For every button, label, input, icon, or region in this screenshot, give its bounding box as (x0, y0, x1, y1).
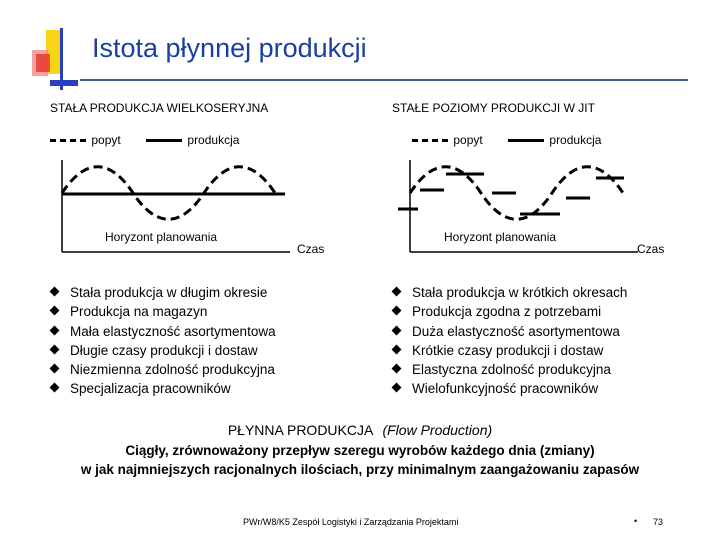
right-demand-curve (410, 167, 623, 220)
list-item: Krótkie czasy produkcji i dostaw (392, 341, 627, 360)
left-legend-production: produkcja (187, 133, 240, 147)
list-item: Długie czasy produkcji i dostaw (50, 341, 276, 360)
diamond-bullet-icon (50, 306, 60, 316)
diamond-bullet-icon (50, 364, 60, 374)
list-item: Wielofunkcyjność pracowników (392, 379, 627, 398)
summary-heading (0, 422, 720, 438)
right-heading: STAŁE POZIOMY PRODUKCJI W JIT (392, 101, 595, 115)
diamond-bullet-icon (392, 364, 402, 374)
summary-line-2: w jak najmniejszych racjonalnych ilościach, przy minimalnym zaangażowaniu zapasów (80, 462, 640, 477)
diamond-bullet-icon (392, 344, 402, 354)
right-time-label: Czas (637, 242, 665, 256)
diamond-bullet-icon (392, 306, 402, 316)
list-item: Elastyczna zdolność produkcyjna (392, 360, 627, 379)
list-item: Produkcja na magazyn (50, 302, 276, 321)
summary-label-en: (Flow Production) (382, 422, 493, 438)
diamond-bullet-icon (50, 325, 60, 335)
dashed-line-icon (412, 139, 448, 142)
dashed-line-icon (50, 139, 86, 142)
solid-line-icon (146, 139, 182, 142)
list-item: Niezmienna zdolność produkcyjna (50, 360, 276, 379)
logo-icon (28, 28, 78, 90)
diamond-bullet-icon (392, 383, 402, 393)
right-legend-production: produkcja (549, 133, 602, 147)
page-number: 73 (653, 517, 664, 527)
list-item: Mała elastyczność asortymentowa (50, 322, 276, 341)
list-item: Stała produkcja w krótkich okresach (392, 283, 627, 302)
left-bullet-list (50, 283, 276, 399)
left-legend (50, 133, 239, 147)
list-item: Stała produkcja w długim okresie (50, 283, 276, 302)
diamond-bullet-icon (50, 287, 60, 297)
left-legend-demand: popyt (91, 133, 121, 147)
diamond-bullet-icon (50, 383, 60, 393)
right-legend-demand: popyt (453, 133, 483, 147)
summary-label: PŁYNNA PRODUKCJA (227, 422, 373, 438)
list-item: Duża elastyczność asortymentowa (392, 322, 627, 341)
right-graph (388, 160, 668, 260)
footer-text: PWr/W8/K5 Zespół Logistyki i Zarządzania Projektami (243, 517, 459, 527)
list-item: Produkcja zgodna z potrzebami (392, 302, 627, 321)
left-horizon-label: Horyzont planowania (105, 230, 218, 244)
list-item: Specjalizacja pracowników (50, 379, 276, 398)
diamond-bullet-icon (50, 344, 60, 354)
right-horizon-label: Horyzont planowania (444, 230, 557, 244)
title-divider (80, 79, 688, 81)
footer-bullet: • (634, 516, 638, 526)
diamond-bullet-icon (392, 287, 402, 297)
left-time-label: Czas (297, 242, 325, 256)
page-title: Istota płynnej produkcji (92, 33, 367, 63)
diamond-bullet-icon (392, 325, 402, 335)
left-graph (40, 160, 300, 260)
summary-line-1: Ciągły, zrównoważony przepływ szeregu wyrobów każdego dnia (zmiany) (125, 443, 595, 458)
right-bullet-list (392, 283, 627, 399)
solid-line-icon (508, 139, 544, 142)
left-heading: STAŁA PRODUKCJA WIELKOSERYJNA (50, 101, 269, 115)
right-legend (412, 133, 601, 147)
